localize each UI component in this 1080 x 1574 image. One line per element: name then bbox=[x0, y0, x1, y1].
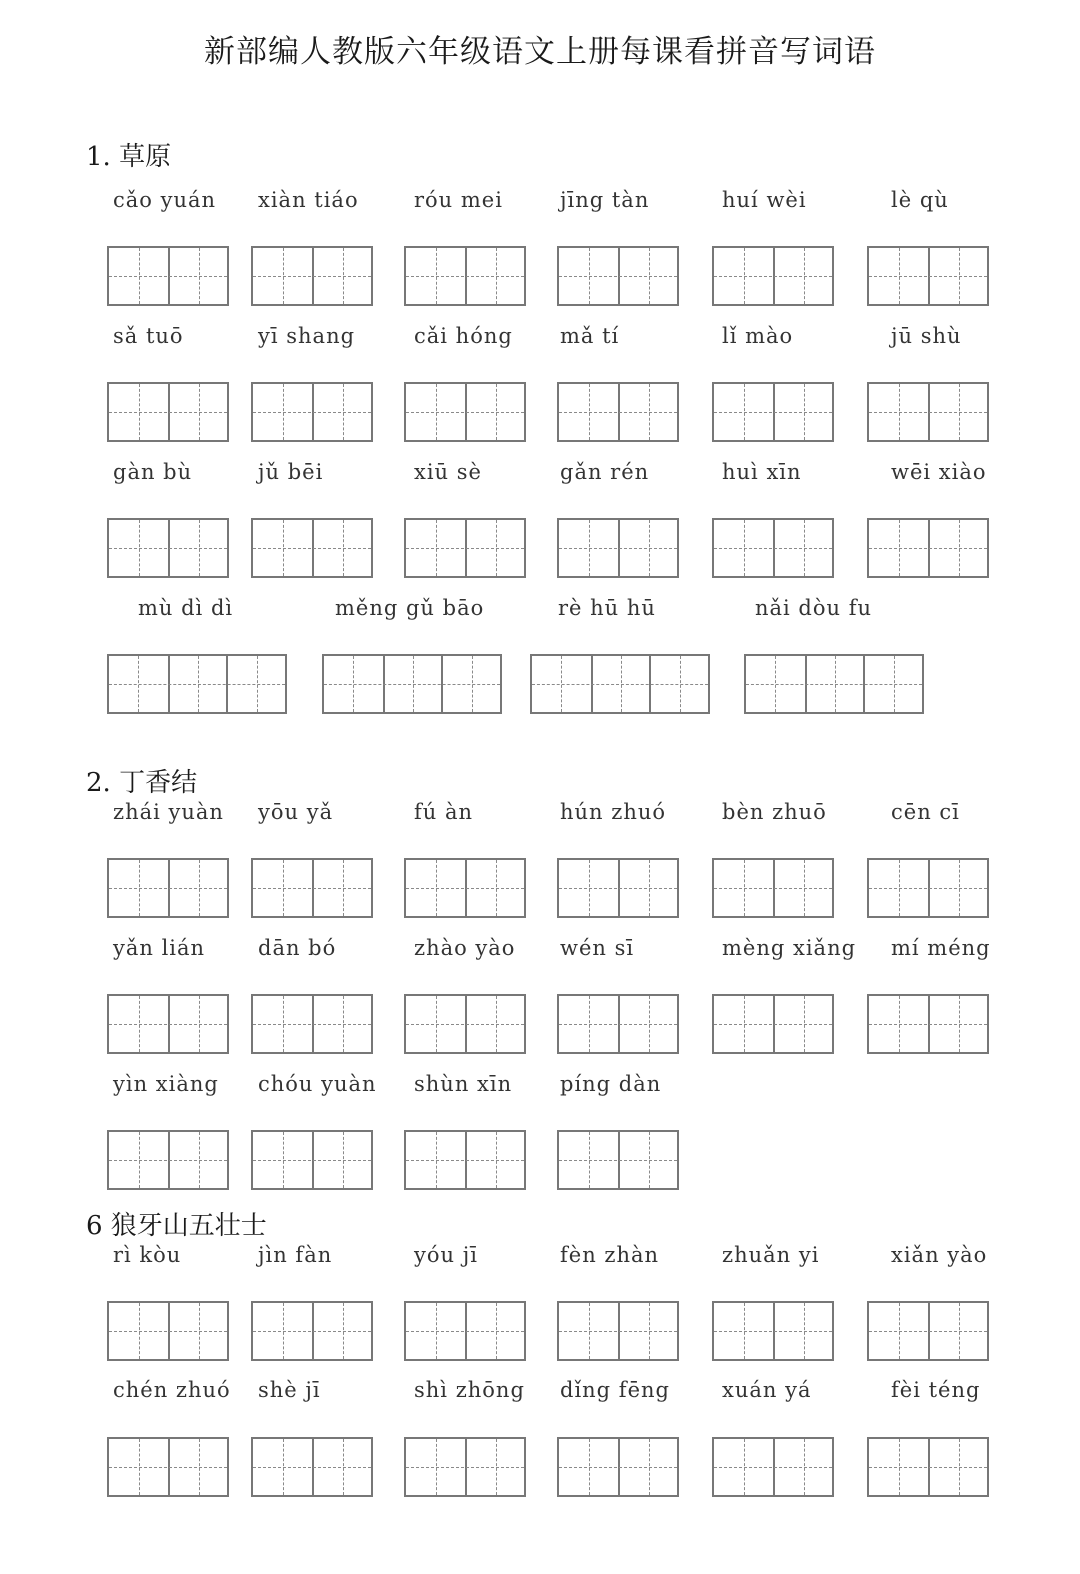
grid-guide-line bbox=[714, 276, 832, 277]
section-title: 1. 草原 bbox=[86, 142, 172, 172]
pinyin-label: xiǎn yào bbox=[891, 1243, 988, 1267]
writing-grid-box[interactable] bbox=[107, 994, 229, 1054]
pinyin-label: fèi téng bbox=[891, 1378, 981, 1402]
writing-grid-box[interactable] bbox=[557, 858, 679, 918]
writing-grid-box[interactable] bbox=[404, 1437, 526, 1497]
writing-grid-box[interactable] bbox=[712, 858, 834, 918]
writing-grid-box[interactable] bbox=[867, 1437, 989, 1497]
pinyin-label: shì zhōng bbox=[414, 1378, 525, 1402]
pinyin-label: lè qù bbox=[891, 188, 949, 212]
writing-grid-box[interactable] bbox=[557, 994, 679, 1054]
writing-grid-box[interactable] bbox=[251, 1130, 373, 1190]
writing-grid-box[interactable] bbox=[251, 994, 373, 1054]
pinyin-label: yǎn lián bbox=[113, 936, 206, 960]
pinyin-label: mí méng bbox=[891, 936, 991, 960]
page-title: 新部编人教版六年级语文上册每课看拼音写词语 bbox=[204, 34, 876, 70]
writing-grid-box[interactable] bbox=[557, 1437, 679, 1497]
grid-guide-line bbox=[406, 276, 524, 277]
pinyin-label: zhào yào bbox=[414, 936, 516, 960]
pinyin-label: wén sī bbox=[560, 936, 635, 960]
grid-guide-line bbox=[714, 548, 832, 549]
pinyin-label: bèn zhuō bbox=[722, 800, 827, 824]
writing-grid-box[interactable] bbox=[404, 518, 526, 578]
writing-grid-box[interactable] bbox=[712, 1301, 834, 1361]
grid-guide-line bbox=[406, 1331, 524, 1332]
grid-guide-line bbox=[559, 1331, 677, 1332]
writing-grid-box[interactable] bbox=[867, 858, 989, 918]
writing-grid-box[interactable] bbox=[867, 246, 989, 306]
grid-guide-line bbox=[253, 548, 371, 549]
grid-guide-line bbox=[869, 548, 987, 549]
grid-guide-line bbox=[406, 1160, 524, 1161]
writing-grid-box[interactable] bbox=[712, 994, 834, 1054]
writing-grid-box[interactable] bbox=[557, 1301, 679, 1361]
pinyin-label: wēi xiào bbox=[891, 460, 987, 484]
pinyin-label: cǎi hóng bbox=[414, 324, 513, 348]
writing-grid-box[interactable] bbox=[107, 1437, 229, 1497]
pinyin-label: chén zhuó bbox=[113, 1378, 231, 1402]
pinyin-label: xiū sè bbox=[414, 460, 482, 484]
writing-grid-box[interactable] bbox=[251, 518, 373, 578]
pinyin-label: fú àn bbox=[414, 800, 474, 824]
writing-grid-box[interactable] bbox=[557, 518, 679, 578]
pinyin-label: yī shang bbox=[258, 324, 356, 348]
writing-grid-box[interactable] bbox=[251, 246, 373, 306]
writing-grid-box[interactable] bbox=[107, 858, 229, 918]
section-title: 6 狼牙山五壮士 bbox=[86, 1211, 267, 1241]
grid-guide-line bbox=[253, 1467, 371, 1468]
pinyin-label: chóu yuàn bbox=[258, 1072, 377, 1096]
grid-guide-line bbox=[559, 1467, 677, 1468]
writing-grid-box[interactable] bbox=[744, 654, 924, 714]
grid-guide-line bbox=[253, 1024, 371, 1025]
grid-guide-line bbox=[559, 1160, 677, 1161]
grid-guide-line bbox=[406, 412, 524, 413]
pinyin-label: cǎo yuán bbox=[113, 188, 217, 212]
pinyin-label: róu mei bbox=[414, 188, 503, 212]
pinyin-label: shùn xīn bbox=[414, 1072, 513, 1096]
pinyin-label: yóu jī bbox=[414, 1243, 478, 1267]
grid-guide-line bbox=[253, 888, 371, 889]
pinyin-label: lǐ mào bbox=[722, 324, 794, 348]
pinyin-label: píng dàn bbox=[560, 1072, 662, 1096]
grid-guide-line bbox=[869, 412, 987, 413]
grid-guide-line bbox=[109, 276, 227, 277]
pinyin-label: měng gǔ bāo bbox=[335, 596, 485, 620]
grid-guide-line bbox=[406, 548, 524, 549]
writing-grid-box[interactable] bbox=[557, 1130, 679, 1190]
writing-grid-box[interactable] bbox=[712, 246, 834, 306]
writing-grid-box[interactable] bbox=[404, 246, 526, 306]
pinyin-label: gàn bù bbox=[113, 460, 193, 484]
grid-guide-line bbox=[406, 1024, 524, 1025]
grid-guide-line bbox=[559, 276, 677, 277]
pinyin-label: hún zhuó bbox=[560, 800, 667, 824]
pinyin-label: mǎ tí bbox=[560, 324, 620, 348]
pinyin-label: jū shù bbox=[891, 324, 962, 348]
section-title: 2. 丁香结 bbox=[86, 768, 198, 798]
grid-guide-line bbox=[559, 548, 677, 549]
grid-guide-line bbox=[559, 888, 677, 889]
grid-guide-line bbox=[253, 276, 371, 277]
grid-guide-line bbox=[109, 412, 227, 413]
pinyin-label: sǎ tuō bbox=[113, 324, 184, 348]
pinyin-label: dān bó bbox=[258, 936, 337, 960]
grid-guide-line bbox=[109, 1331, 227, 1332]
grid-guide-line bbox=[559, 412, 677, 413]
grid-guide-line bbox=[714, 412, 832, 413]
grid-guide-line bbox=[714, 888, 832, 889]
writing-grid-box[interactable] bbox=[404, 858, 526, 918]
writing-grid-box[interactable] bbox=[107, 518, 229, 578]
grid-guide-line bbox=[109, 684, 285, 685]
grid-guide-line bbox=[714, 1331, 832, 1332]
writing-grid-box[interactable] bbox=[251, 858, 373, 918]
pinyin-label: huí wèi bbox=[722, 188, 807, 212]
grid-guide-line bbox=[869, 888, 987, 889]
pinyin-label: cēn cī bbox=[891, 800, 960, 824]
grid-guide-line bbox=[869, 276, 987, 277]
pinyin-label: xiàn tiáo bbox=[258, 188, 359, 212]
pinyin-label: fèn zhàn bbox=[560, 1243, 660, 1267]
writing-grid-box[interactable] bbox=[712, 382, 834, 442]
writing-grid-box[interactable] bbox=[867, 518, 989, 578]
pinyin-label: zhuǎn yi bbox=[722, 1243, 820, 1267]
grid-guide-line bbox=[532, 684, 708, 685]
grid-guide-line bbox=[746, 684, 922, 685]
pinyin-label: jìn fàn bbox=[258, 1243, 333, 1267]
writing-grid-box[interactable] bbox=[107, 382, 229, 442]
pinyin-label: dǐng fēng bbox=[560, 1378, 670, 1402]
writing-grid-box[interactable] bbox=[712, 518, 834, 578]
grid-guide-line bbox=[869, 1331, 987, 1332]
grid-guide-line bbox=[869, 1467, 987, 1468]
writing-grid-box[interactable] bbox=[867, 382, 989, 442]
writing-grid-box[interactable] bbox=[712, 1437, 834, 1497]
writing-grid-box[interactable] bbox=[322, 654, 502, 714]
pinyin-label: yōu yǎ bbox=[258, 800, 334, 824]
grid-guide-line bbox=[109, 1024, 227, 1025]
writing-grid-box[interactable] bbox=[251, 1301, 373, 1361]
grid-guide-line bbox=[406, 1467, 524, 1468]
grid-guide-line bbox=[714, 1024, 832, 1025]
grid-guide-line bbox=[559, 1024, 677, 1025]
pinyin-label: jǔ bēi bbox=[258, 460, 324, 484]
pinyin-label: shè jī bbox=[258, 1378, 321, 1402]
writing-grid-box[interactable] bbox=[404, 382, 526, 442]
grid-guide-line bbox=[406, 888, 524, 889]
writing-grid-box[interactable] bbox=[867, 994, 989, 1054]
pinyin-label: mèng xiǎng bbox=[722, 936, 857, 960]
writing-grid-box[interactable] bbox=[867, 1301, 989, 1361]
grid-guide-line bbox=[109, 1467, 227, 1468]
grid-guide-line bbox=[109, 548, 227, 549]
grid-guide-line bbox=[253, 412, 371, 413]
writing-grid-box[interactable] bbox=[557, 246, 679, 306]
writing-grid-box[interactable] bbox=[251, 382, 373, 442]
writing-grid-box[interactable] bbox=[530, 654, 710, 714]
writing-grid-box[interactable] bbox=[404, 1130, 526, 1190]
pinyin-label: jīng tàn bbox=[560, 188, 650, 212]
writing-grid-box[interactable] bbox=[404, 994, 526, 1054]
grid-guide-line bbox=[109, 1160, 227, 1161]
writing-grid-box[interactable] bbox=[404, 1301, 526, 1361]
pinyin-label: nǎi dòu fu bbox=[755, 596, 873, 620]
grid-guide-line bbox=[714, 1467, 832, 1468]
writing-grid-box[interactable] bbox=[107, 654, 287, 714]
pinyin-label: yìn xiàng bbox=[113, 1072, 219, 1096]
grid-guide-line bbox=[324, 684, 500, 685]
writing-grid-box[interactable] bbox=[251, 1437, 373, 1497]
pinyin-label: rì kòu bbox=[113, 1243, 182, 1267]
grid-guide-line bbox=[253, 1160, 371, 1161]
pinyin-label: rè hū hū bbox=[558, 596, 656, 620]
pinyin-label: gǎn rén bbox=[560, 460, 650, 484]
grid-guide-line bbox=[253, 1331, 371, 1332]
writing-grid-box[interactable] bbox=[107, 1301, 229, 1361]
grid-guide-line bbox=[869, 1024, 987, 1025]
pinyin-label: mù dì dì bbox=[138, 596, 234, 620]
writing-grid-box[interactable] bbox=[107, 246, 229, 306]
writing-grid-box[interactable] bbox=[107, 1130, 229, 1190]
pinyin-label: zhái yuàn bbox=[113, 800, 224, 824]
pinyin-label: xuán yá bbox=[722, 1378, 812, 1402]
pinyin-label: huì xīn bbox=[722, 460, 802, 484]
grid-guide-line bbox=[109, 888, 227, 889]
writing-grid-box[interactable] bbox=[557, 382, 679, 442]
